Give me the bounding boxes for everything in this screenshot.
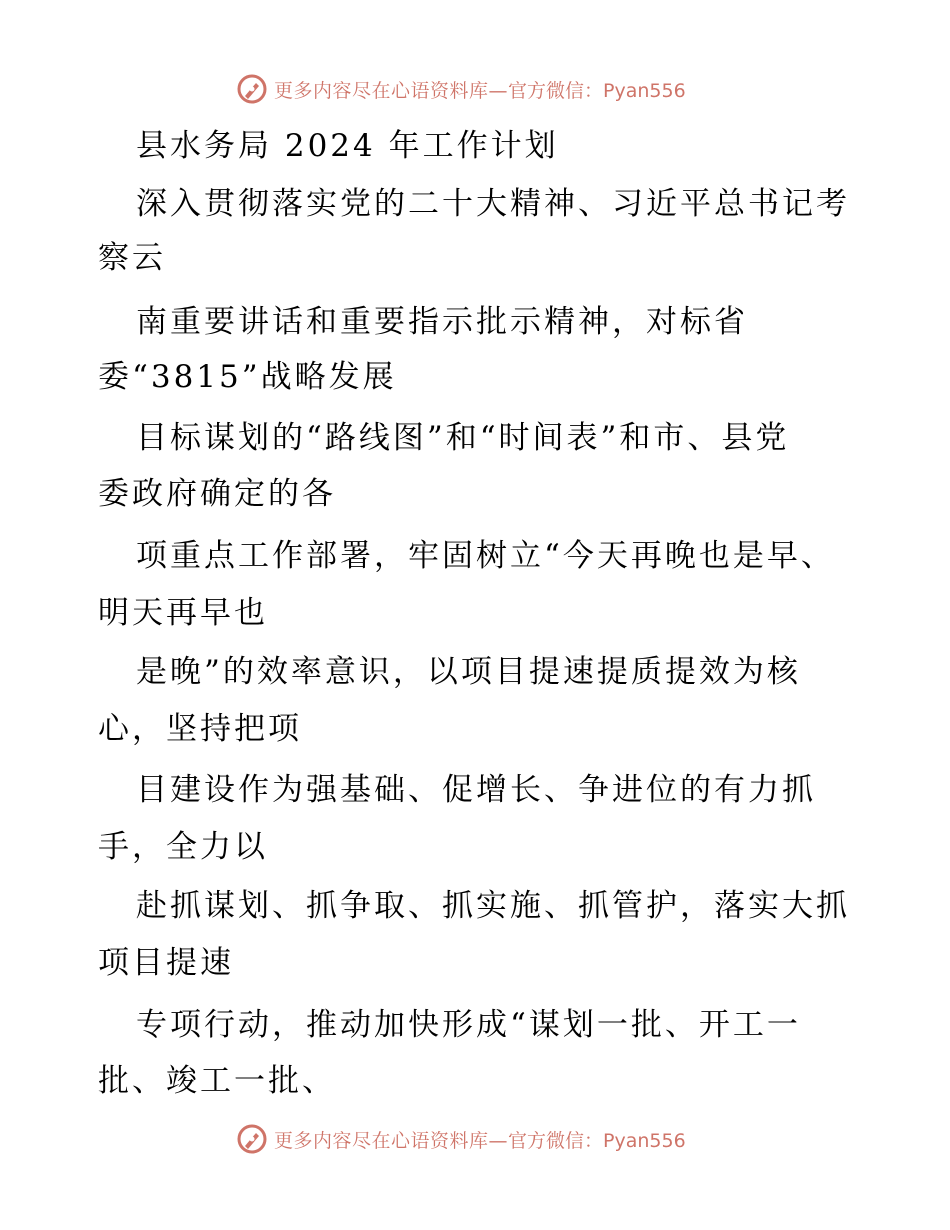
watermark-contact-text: 官方微信：Pyan556	[508, 79, 686, 102]
text-line: 批、竣工一批、	[98, 1063, 336, 1099]
watermark-contact-text: 官方微信：Pyan556	[508, 1129, 686, 1152]
footer-watermark-banner	[236, 1122, 686, 1156]
text-line: 南重要讲话和重要指示批示精神，对标省	[136, 304, 748, 340]
text-line: 项目提速	[98, 945, 234, 981]
text-line: 目标谋划的“路线图”和“时间表”和市、县党	[136, 420, 790, 456]
text-line: 明天再早也	[98, 595, 268, 631]
watermark-site-text: 更多内容尽在心语资料库—	[274, 1129, 509, 1152]
text-line: 深入贯彻落实党的二十大精神、习近平总书记考	[136, 186, 850, 222]
text-line: 委政府确定的各	[98, 476, 336, 512]
text-line: 心，坚持把项	[98, 711, 302, 747]
document-title: 县水务局 2024 年工作计划	[136, 128, 559, 164]
text-line: 目建设作为强基础、促增长、争进位的有力抓	[136, 772, 816, 808]
watermark-site-text: 更多内容尽在心语资料库—	[274, 79, 509, 102]
text-line: 项重点工作部署，牢固树立“今天再晚也是早、	[136, 538, 835, 574]
header-watermark-banner	[236, 72, 686, 106]
text-line: 是晚”的效率意识，以项目提速提质提效为核	[136, 654, 801, 690]
text-line: 手，全力以	[98, 829, 268, 865]
text-line: 专项行动，推动加快形成“谋划一批、开工一	[136, 1007, 801, 1043]
text-line: 赴抓谋划、抓争取、抓实施、抓管护，落实大抓	[136, 888, 850, 924]
text-line: 察云	[98, 240, 166, 276]
pen-logo-icon	[236, 1123, 268, 1155]
pen-logo-icon	[236, 73, 268, 105]
text-line: 委“3815”战略发展	[98, 359, 397, 395]
